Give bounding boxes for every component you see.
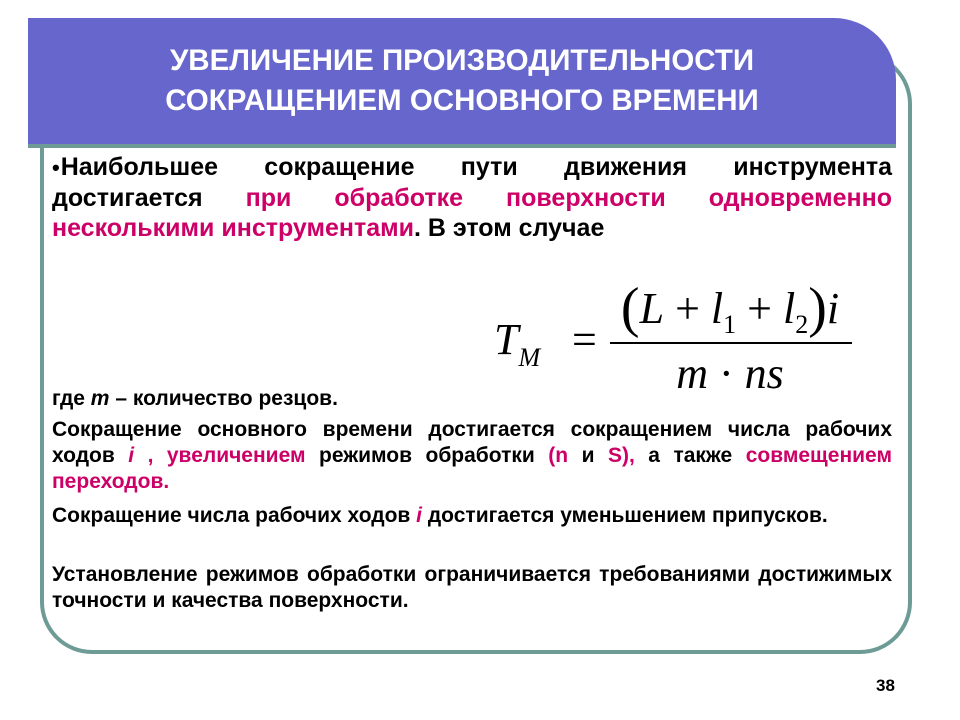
main-time-formula xyxy=(480,272,870,402)
bullet-highlight: при обработке поверхности одновременно несколькими инструментами xyxy=(52,184,892,242)
bullet-icon: • xyxy=(52,155,60,180)
title-underline xyxy=(28,144,896,148)
formula-denominator: m · ns xyxy=(676,349,784,398)
formula-equals: = xyxy=(572,315,597,364)
bullet-paragraph xyxy=(52,152,892,243)
formula-numerator: $(L + l_1 + l_2)i$ xyxy=(620,277,840,339)
paragraph-modes: Установление режимов обработки ограничивается требованиями достижимых точности и качества поверхности. xyxy=(52,563,892,612)
bullet-text-1: Наибольшее сокращение пути движения инструмента достигается xyxy=(52,153,892,212)
paragraph-reduction: Сокращение основного времени достигается сокращением числа рабочих ходов i , увеличением режимов обработки (n и S), а также совмещением переходов. xyxy=(52,418,892,493)
page-number: 38 xyxy=(876,676,895,695)
paragraph-where-m: где m – количество резцов. xyxy=(52,387,338,410)
slide-title xyxy=(28,18,896,144)
paragraph-allowances: Сокращение числа рабочих ходов i достигается уменьшением припусков. xyxy=(52,504,828,527)
title-line-2: СОКРАЩЕНИЕМ ОСНОВНОГО ВРЕМЕНИ xyxy=(165,84,759,117)
formula-lhs-subscript: M xyxy=(518,343,541,372)
title-line-1: УВЕЛИЧЕНИЕ ПРОИЗВОДИТЕЛЬНОСТИ xyxy=(169,44,755,77)
bullet-text-2: . В этом случае xyxy=(414,214,605,242)
formula-lhs: $T_M$ xyxy=(494,315,541,372)
fraction-bar xyxy=(610,342,852,344)
